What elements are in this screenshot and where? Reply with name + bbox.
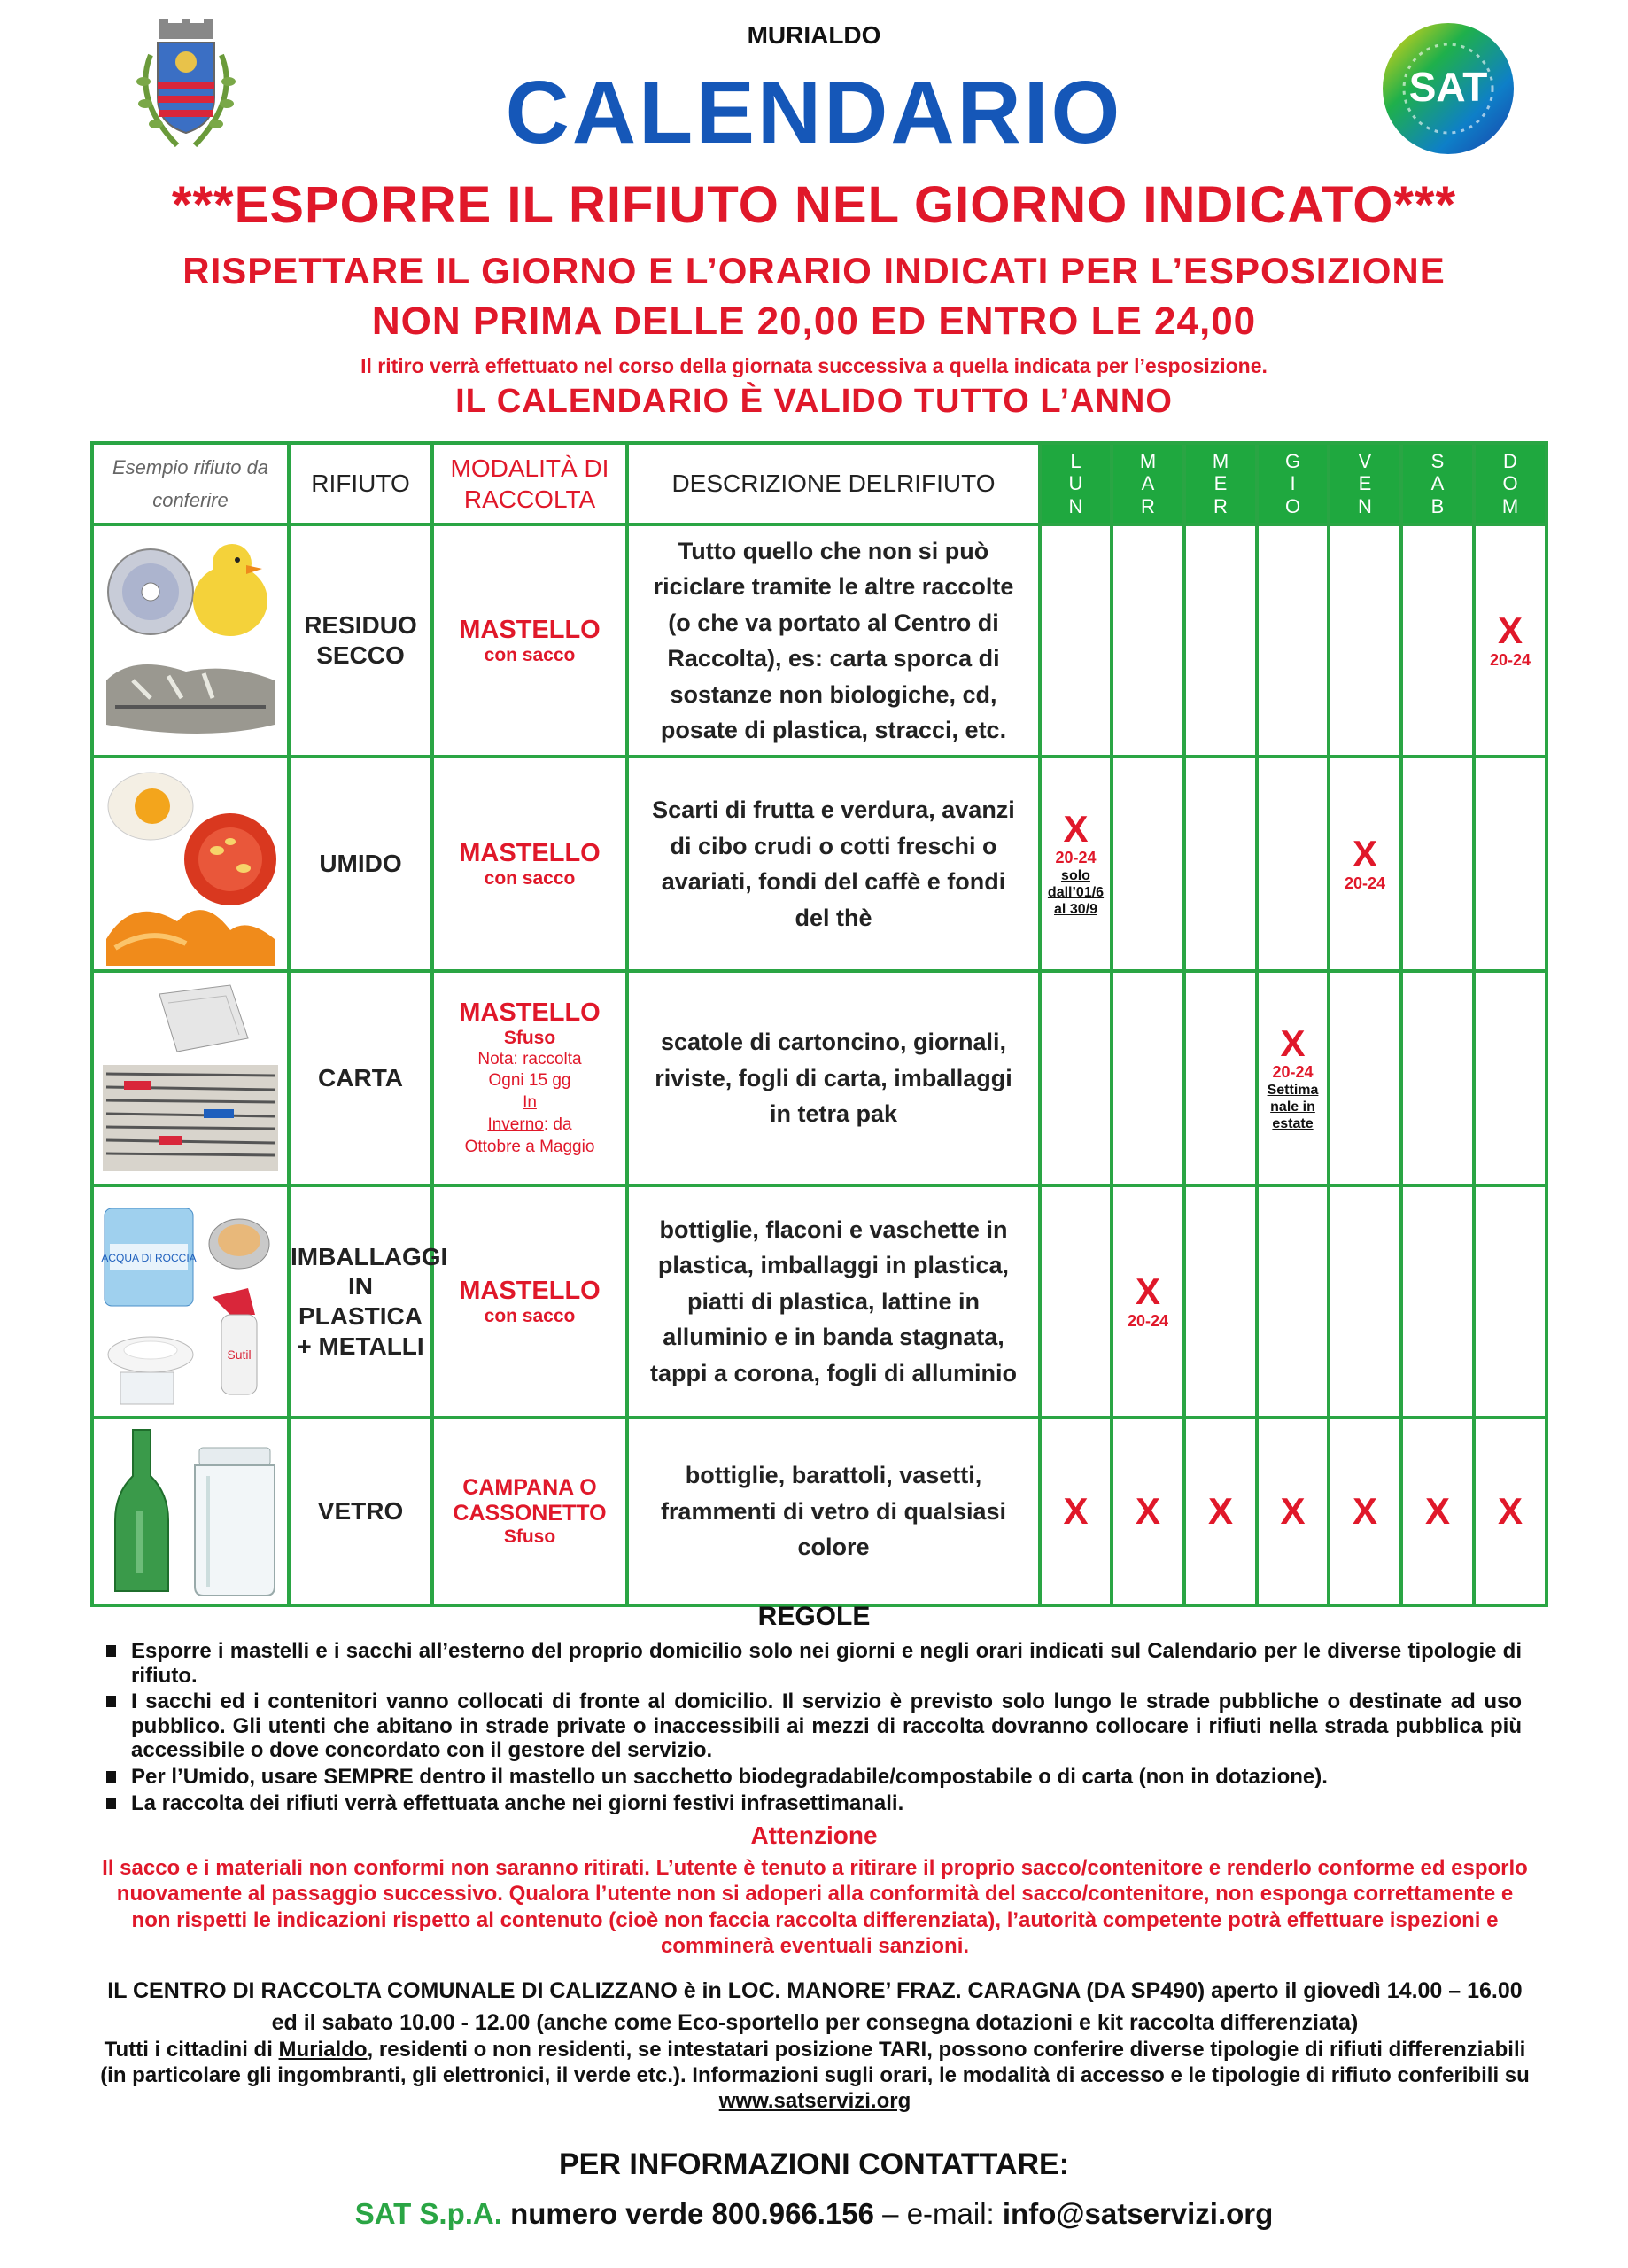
waste-carta: CARTA (289, 971, 432, 1185)
example-image-plastica (92, 1185, 289, 1418)
waste-umido: UMIDO (289, 757, 432, 971)
header-description: DESCRIZIONE DELRIFIUTO (627, 443, 1040, 524)
description-plastica: bottiglie, flaconi e vaschette in plastica, imballaggi in plastica, piatti di plastica, lattine in alluminio e in banda stagnata, tappi a corona, fogli di alluminio (627, 1185, 1040, 1418)
rule-item: Per l’Umido, usare SEMPRE dentro il mastello un sacchetto biodegradabile/compostabile o di carta (non in dotazione). (105, 1765, 1522, 1790)
day-cell-sat (1401, 971, 1474, 1185)
day-cell-tue-mark: X 20-24 (1112, 1185, 1184, 1418)
table-row (92, 524, 1547, 757)
spray-bottle-label: Sutil (227, 1348, 252, 1362)
day-cell-thu-mark: X 20-24 Settima nale in estate (1257, 971, 1329, 1185)
company-name: SAT S.p.A. (354, 2197, 502, 2230)
headline-valid: IL CALENDARIO È VALIDO TUTTO L’ANNO (455, 383, 1173, 420)
attention-text: Il sacco e i materiali non conformi non saranno ritirati. L’utente è tenuto a ritirare il proprio sacco/contenitore e renderlo conforme ed esporlo nuovamente al passaggio successivo. Qualora l’utente non si adoperi alla conformità del sacco/contenitore, non esponga correttamente e non rispetti le indicazioni rispetto al contenuto (cioè non faccia raccolta differenziata), l’autorità competente potrà effettuare ispezioni e comminerà eventuali sanzioni. (102, 1856, 1528, 1958)
table-row (92, 1185, 1547, 1418)
header-day-wed: M E R (1184, 443, 1257, 524)
day-cell-fri (1329, 1185, 1401, 1418)
example-image-carta (92, 971, 289, 1185)
day-cell-thu (1257, 1185, 1329, 1418)
day-cell-mon (1040, 1185, 1112, 1418)
collection-calendar-table (90, 441, 1548, 1607)
description-carta: scatole di cartoncino, giornali, riviste, fogli di carta, imballaggi in tetra pak (627, 971, 1040, 1185)
day-cell-thu-mark: X (1257, 1418, 1329, 1605)
day-cell-wed (1184, 524, 1257, 757)
header-day-mon: L U N (1040, 443, 1112, 524)
header-day-fri: V E N (1329, 443, 1401, 524)
day-cell-sat (1401, 757, 1474, 971)
table-header-row (92, 443, 1547, 524)
mode-carta: MASTELLO Sfuso Nota: raccolta Ogni 15 gg In Inverno: da Ottobre a Maggio (432, 971, 627, 1185)
example-image-vetro (92, 1418, 289, 1605)
header-day-sun: D O M (1474, 443, 1547, 524)
header-day-sat: S A B (1401, 443, 1474, 524)
day-cell-mon (1040, 971, 1112, 1185)
day-cell-wed (1184, 1185, 1257, 1418)
day-cell-tue (1112, 971, 1184, 1185)
mode-vetro: CAMPANA O CASSONETTO Sfuso (432, 1418, 627, 1605)
header-mode: MODALITÀ DI RACCOLTA (432, 443, 627, 524)
day-cell-mon-mark: X (1040, 1418, 1112, 1605)
mode-umido: MASTELLO con sacco (432, 757, 627, 971)
headline-pickup-note: Il ritiro verrà effettuato nel corso della giornata successiva a quella indicata per l’esposizione. (360, 354, 1268, 377)
contact-title: PER INFORMAZIONI CONTATTARE: (558, 2148, 1070, 2181)
table-row (92, 1418, 1547, 1605)
waste-residuo-secco: RESIDUO SECCO (289, 524, 432, 757)
day-cell-fri-mark: X (1329, 1418, 1401, 1605)
day-cell-tue-mark: X (1112, 1418, 1184, 1605)
day-cell-wed (1184, 971, 1257, 1185)
header-waste: RIFIUTO (289, 443, 432, 524)
description-umido: Scarti di frutta e verdura, avanzi di cibo crudi o cotti freschi o avariati, fondi del caffè e fondi del thè (627, 757, 1040, 971)
headline-expose: ***ESPORRE IL RIFIUTO NEL GIORNO INDICATO*** (171, 176, 1457, 234)
citizens-info: Tutti i cittadini di Murialdo, residenti o non residenti, se intestatari posizione TARI, possono conferire diverse tipologie di rifiuti differenziabili (in particolare gli ingombranti, gli elettronici, il verde etc.). Informazioni sugli orari, le modalità di accesso e le tipologie di rifiuto conferibili su www.satservizi.org (100, 2038, 1530, 2113)
day-cell-thu (1257, 757, 1329, 971)
day-cell-fri (1329, 524, 1401, 757)
day-cell-sun (1474, 971, 1547, 1185)
day-cell-sat-mark: X (1401, 1418, 1474, 1605)
rules-list (105, 1639, 1522, 1817)
collection-center-info: IL CENTRO DI RACCOLTA COMUNALE DI CALIZZANO è in LOC. MANORE’ FRAZ. CARAGNA (DA SP490) aperto il giovedì 14.00 – 16.00 ed il sabato 10.00 - 12.00 (anche come Eco-sportello per consegna dotazioni e kit raccolta differenziata) (107, 1978, 1523, 2035)
description-residuo: Tutto quello che non si può riciclare tramite le altre raccolte (o che va portato al Centro di Raccolta), es: carta sporca di sostanze non biologiche, cd, posate di plastica, stracci, etc. (627, 524, 1040, 757)
table-row (92, 971, 1547, 1185)
town-link-text: Murialdo (278, 2038, 368, 2062)
mode-residuo: MASTELLO con sacco (432, 524, 627, 757)
day-cell-sun-mark: X 20-24 (1474, 524, 1547, 757)
day-cell-tue (1112, 757, 1184, 971)
rule-item: Esporre i mastelli e i sacchi all’esterno del proprio domicilio solo nei giorni e negli orari indicati sul Calendario per le diverse tipologie di rifiuto. (105, 1639, 1522, 1688)
header-day-thu: G I O (1257, 443, 1329, 524)
day-cell-tue (1112, 524, 1184, 757)
mode-plastica: MASTELLO con sacco (432, 1185, 627, 1418)
description-vetro: bottiglie, barattoli, vasetti, frammenti di vetro di qualsiasi colore (627, 1418, 1040, 1605)
day-cell-wed (1184, 757, 1257, 971)
sat-logo-text: SAT (1408, 64, 1488, 110)
day-cell-sat (1401, 1185, 1474, 1418)
day-cell-sat (1401, 524, 1474, 757)
day-cell-mon-mark: X 20-24 solo dall’01/6 al 30/9 (1040, 757, 1112, 971)
email-address[interactable]: info@satservizi.org (1002, 2197, 1274, 2230)
day-cell-sun (1474, 757, 1547, 971)
town-name: MURIALDO (747, 21, 881, 49)
attention-title: Attenzione (750, 1821, 878, 1849)
website-link[interactable]: www.satservizi.org (718, 2088, 911, 2113)
rule-item: I sacchi ed i contenitori vanno collocati di fronte al domicilio. Il servizio è previsto solo lungo le strade pubbliche o destinate ad uso pubblico. Gli utenti che abitano in strade private o inaccessibili ai mezzi di raccolta dovranno collocare i rifiuti nella strada pubblica più accessibile o dove concordato con il gestore del servizio. (105, 1689, 1522, 1763)
day-cell-thu (1257, 524, 1329, 757)
headline-hours: NON PRIMA DELLE 20,00 ED ENTRO LE 24,00 (371, 299, 1257, 343)
day-cell-sun (1474, 1185, 1547, 1418)
day-cell-wed-mark: X (1184, 1418, 1257, 1605)
rules-title: REGOLE (757, 1602, 871, 1631)
example-image-residuo (92, 524, 289, 757)
table-row (92, 757, 1547, 971)
page-title: CALENDARIO (505, 63, 1123, 162)
headline-respect: RISPETTARE IL GIORNO E L’ORARIO INDICATI PER L’ESPOSIZIONE (182, 250, 1446, 291)
example-image-umido (92, 757, 289, 971)
contact-line: SAT S.p.A. numero verde 800.966.156 – e-mail: info@satservizi.org (354, 2197, 1274, 2230)
day-cell-mon (1040, 524, 1112, 757)
water-pack-label: ACQUA DI ROCCIA (101, 1252, 197, 1264)
day-cell-fri (1329, 971, 1401, 1185)
phone-number: numero verde 800.966.156 (510, 2197, 875, 2230)
waste-vetro: VETRO (289, 1418, 432, 1605)
header-day-tue: M A R (1112, 443, 1184, 524)
rule-item: La raccolta dei rifiuti verrà effettuata anche nei giorni festivi infrasettimanali. (105, 1791, 1522, 1816)
header-example: Esempio rifiuto da conferire (92, 443, 289, 524)
waste-plastica-metalli: IMBALLAGGI IN PLASTICA + METALLI (289, 1185, 432, 1418)
day-cell-fri-mark: X 20-24 (1329, 757, 1401, 971)
day-cell-sun-mark: X (1474, 1418, 1547, 1605)
